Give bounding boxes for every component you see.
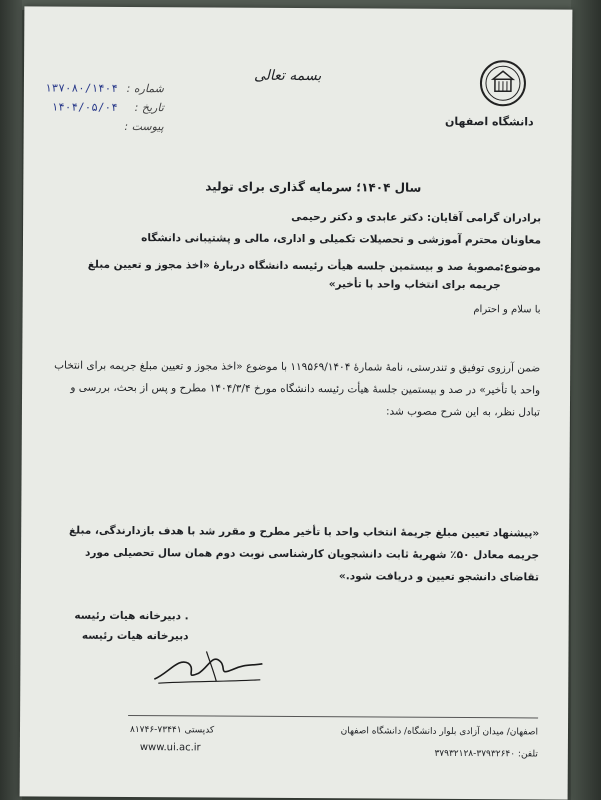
university-logo (444, 59, 534, 129)
footer-address: اصفهان/ میدان آزادی بلوار دانشگاه/ دانشگاه اصفهان (340, 726, 539, 738)
body-paragraph-1: ضمن آرزوی توفیق و تندرستی، نامهٔ شمارهٔ ۱۱۹۵۶۹/۱۴۰۴ با موضوع «اخذ مجوز و تعیین مبلغ جریمه برای انتخاب واحد با تأخیر» در صد و بیستمین جلسهٔ هیأت رئیسه دانشگاه مورخ ۱۴۰۴/۳/۴ مطرح و پس از بحث، بررسی و تبادل نظر، به این شرح مصوب شد: (54, 359, 541, 419)
attachment-label: پیوست : (124, 119, 164, 134)
footer-website[interactable]: www.ui.ac.ir (139, 742, 201, 754)
number-value: ۱۳۷۰۸۰/۱۴۰۴ (45, 81, 118, 95)
number-label: شماره : (126, 81, 164, 96)
wall-background-right (571, 0, 601, 800)
date-label: تاریخ : (134, 101, 164, 115)
copy-recipient-2: دبیرخانه هیات رئیسه (81, 629, 189, 643)
letter-meta (44, 78, 164, 136)
body-paragraph-2: «پیشنهاد تعیین مبلغ جریمهٔ انتخاب واحد با تأخیر مطرح و مقرر شد با هدف بازدارندگی، مبلغ جریمه معادل ۵۰٪ شهریهٔ ثابت دانشجویان کارشناسی نوبت دوم همان سال تحصیلی مورد تقاضای دانشجو تعیین و دریافت شود.» (68, 524, 540, 584)
footer-phone: تلفن: ۳۷۹۳۲۶۴۰-۳۷۹۳۲۱۲۸ (434, 748, 538, 760)
footer-divider (128, 715, 538, 719)
recipient-names: برادران گرامی آقایان: دکتر عابدی و دکتر رحیمی (291, 210, 542, 225)
footer-postal-code: کدپستی ۷۳۴۴۱-۸۱۷۴۶ (129, 724, 215, 736)
recipient-titles: معاونان محترم آموزشی و تحصیلات تکمیلی و اداری، مالی و پشتیبانی دانشگاه (141, 232, 542, 247)
handwritten-signature (148, 643, 268, 690)
copy-recipient-1: . دبیرخانه هیات رئیسه (74, 609, 189, 623)
letter-page (20, 6, 573, 799)
university-seal-icon (479, 59, 527, 107)
date-value: ۱۴۰۴/۰۵/۰۴ (51, 100, 118, 114)
wall-background-left (0, 0, 22, 800)
university-name: دانشگاه اصفهان (444, 114, 534, 129)
meta-number-row (44, 78, 164, 98)
bismillah: بسمه تعالی (253, 67, 322, 85)
year-slogan: سال ۱۴۰۴؛ سرمایه گذاری برای تولید (205, 179, 422, 195)
salutation: با سلام و احترام (473, 304, 541, 316)
meta-attachment-row (44, 116, 164, 136)
subject-label: موضوع: (499, 261, 541, 274)
meta-date-row (44, 97, 164, 117)
subject-text: مصوبهٔ صد و بیستمین جلسه هیأت رئیسه دانشگاه دربارهٔ «اخذ مجوز و تعیین مبلغ جریمه برای انتخاب واحد با تأخیر» (87, 258, 501, 292)
